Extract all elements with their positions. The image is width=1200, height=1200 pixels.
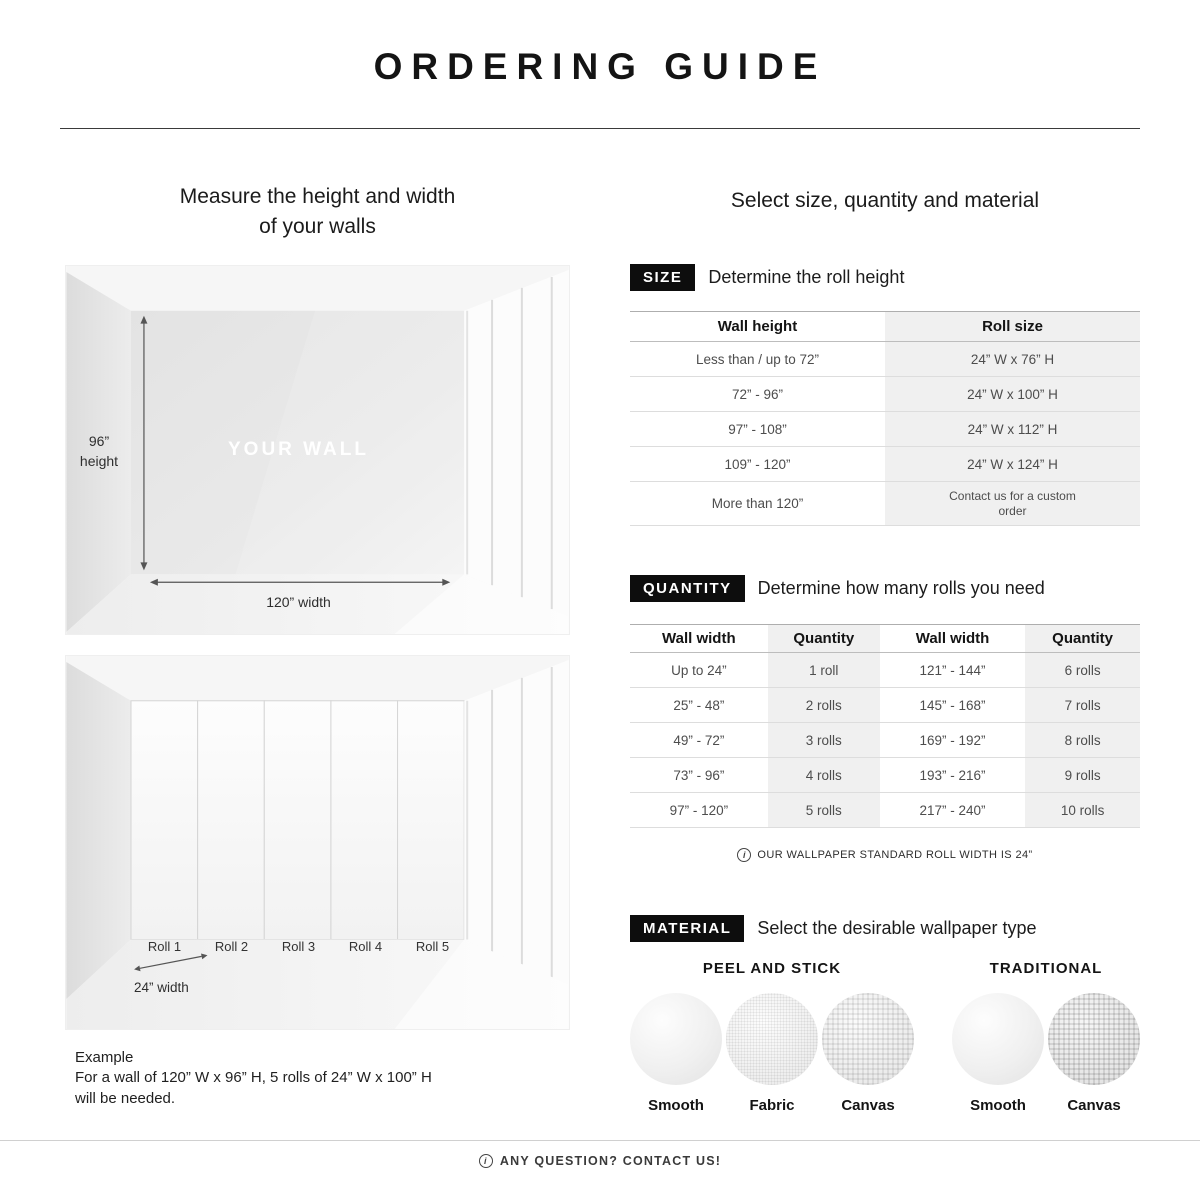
swatch-canvas: Canvas (822, 993, 914, 1114)
size-table-row: 97” - 108” 24” W x 112” H (630, 412, 1140, 447)
footer-divider (0, 1140, 1200, 1141)
swatch-smooth-traditional: Smooth (952, 993, 1044, 1114)
roll-width-label: 24” width (134, 980, 189, 995)
select-heading: Select size, quantity and material (730, 189, 1040, 212)
material-group-peel-and-stick (630, 960, 914, 1114)
size-table (630, 311, 1140, 526)
quantity-section-header (630, 575, 1045, 602)
measure-heading-line2: of your walls (259, 215, 376, 239)
material-group-traditional (952, 960, 1140, 1114)
wall-height-value: 96” (88, 433, 110, 449)
smooth-texture-swatch-icon (952, 993, 1044, 1085)
roll-width-note-text: OUR WALLPAPER STANDARD ROLL WIDTH IS 24” (757, 849, 1033, 861)
roll-3-label: Roll 3 (281, 939, 316, 954)
quantity-table-row: 97” - 120” 5 rolls 217” - 240” 10 rolls (630, 793, 1140, 828)
roll-panels (131, 701, 464, 940)
size-table-header (630, 312, 1140, 342)
qty-col-quantity-1: Quantity (768, 625, 880, 652)
measure-section (65, 0, 570, 1200)
material-badge: MATERIAL (630, 915, 744, 942)
quantity-table-row: 73” - 96” 4 rolls 193” - 216” 9 rolls (630, 758, 1140, 793)
size-subtitle: Determine the roll height (708, 267, 905, 287)
swatch-canvas-traditional: Canvas (1048, 993, 1140, 1114)
example-line1: For a wall of 120” W x 96” H, 5 rolls of 24” W x 100” H (75, 1069, 432, 1087)
quantity-table-row: 25” - 48” 2 rolls 145” - 168” 7 rolls (630, 688, 1140, 723)
size-table-row: More than 120” Contact us for a custom order (630, 482, 1140, 526)
quantity-table-row: 49” - 72” 3 rolls 169” - 192” 8 rolls (630, 723, 1140, 758)
qty-col-wall-width-2: Wall width (915, 630, 990, 647)
page-title: ORDERING GUIDE (373, 46, 827, 87)
roll-1-label: Roll 1 (147, 939, 182, 954)
your-wall-label: YOUR WALL (228, 439, 369, 460)
select-section (630, 0, 1140, 1200)
quantity-subtitle: Determine how many rolls you need (757, 578, 1045, 598)
qty-col-quantity-2: Quantity (1025, 625, 1140, 652)
size-badge: SIZE (630, 264, 695, 291)
size-col-wall-height: Wall height (717, 318, 798, 335)
example-title: Example (75, 1049, 134, 1066)
rolls-3d-illustration (66, 656, 569, 1029)
quantity-table-row: Up to 24” 1 roll 121” - 144” 6 rolls (630, 653, 1140, 688)
material-groups (630, 960, 1140, 1114)
canvas-texture-swatch-icon (822, 993, 914, 1085)
size-table-row: 72” - 96” 24” W x 100” H (630, 377, 1140, 412)
wall-width-label: 120” width (266, 594, 331, 610)
footer-contact-text: ANY QUESTION? CONTACT US! (499, 1154, 722, 1168)
quantity-table (630, 624, 1140, 828)
footer-contact (0, 1154, 1200, 1168)
example-note (75, 1048, 555, 1109)
roll-4-label: Roll 4 (348, 939, 383, 954)
wall-height-word: height (79, 453, 119, 470)
room-render-your-wall (65, 265, 570, 635)
info-icon: i (737, 848, 751, 862)
material-subtitle: Select the desirable wallpaper type (757, 918, 1037, 938)
room-render-rolls (65, 655, 570, 1030)
example-line2: will be needed. (75, 1089, 176, 1107)
wall-height-label (70, 431, 128, 472)
swatch-smooth: Smooth (630, 993, 722, 1114)
size-table-row: 109” - 120” 24” W x 124” H (630, 447, 1140, 482)
quantity-table-header (630, 625, 1140, 653)
roll-5-label: Roll 5 (415, 939, 450, 954)
canvas-texture-swatch-icon (1048, 993, 1140, 1085)
measure-heading (65, 182, 570, 243)
info-icon: i (479, 1154, 493, 1168)
traditional-title: TRADITIONAL (989, 960, 1103, 977)
qty-col-wall-width-1: Wall width (662, 630, 736, 647)
measure-heading-line1: Measure the height and width (179, 185, 456, 208)
size-col-roll-size: Roll size (885, 312, 1140, 341)
roll-width-note (630, 848, 1140, 862)
quantity-badge: QUANTITY (630, 575, 745, 602)
roll-2-label: Roll 2 (214, 939, 249, 954)
material-section-header (630, 915, 1037, 942)
size-table-row: Less than / up to 72” 24” W x 76” H (630, 342, 1140, 377)
smooth-texture-swatch-icon (630, 993, 722, 1085)
swatch-fabric: Fabric (726, 993, 818, 1114)
peel-and-stick-title: PEEL AND STICK (702, 960, 842, 977)
fabric-texture-swatch-icon (726, 993, 818, 1085)
size-section-header (630, 264, 904, 291)
